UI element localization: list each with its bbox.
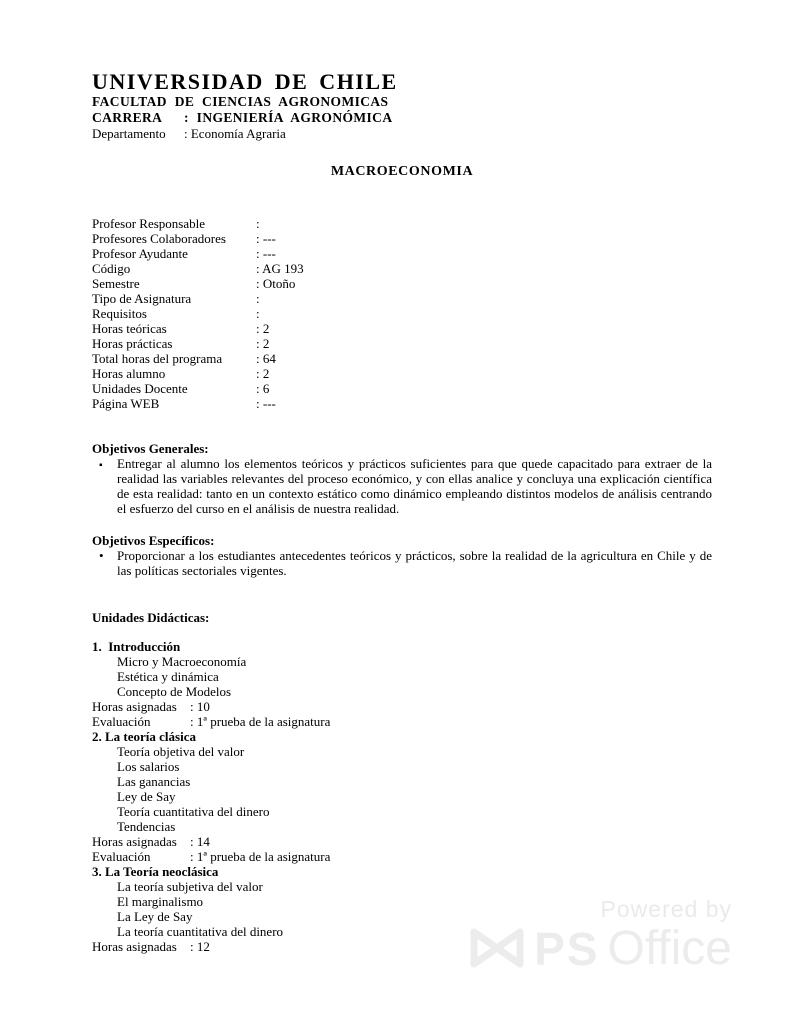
horas-label: Horas asignadas [92,939,177,954]
info-label: Página WEB [92,396,160,411]
letterhead [92,70,712,142]
info-label: Horas prácticas [92,336,173,351]
unidad-item: La teoría cuantitativa del dinero [117,924,284,939]
objetivos-especificos-text: Proporcionar a los estudiantes antecedentes teóricos y prácticos, sobre la realidad de la agricultura en Chile y de las políticas sectoriales vigentes. [117,548,712,578]
powered-by-text: Powered by [600,896,732,922]
objetivos-generales-section [92,441,712,516]
info-row-codigo [92,261,712,276]
unidad-item: La teoría subjetiva del valor [117,879,263,894]
horas-value: : 10 [190,699,210,714]
course-title: MACROECONOMIA [330,164,474,179]
info-label: Profesores Colaboradores [92,231,226,246]
career-line [92,110,712,126]
objetivos-generales-heading: Objetivos Generales: [92,441,209,456]
unidad-item: Estética y dinámica [117,669,219,684]
info-value: : Otoño [256,276,296,291]
unidad-item: El marginalismo [117,894,204,909]
info-row-pagina-web [92,396,712,411]
horas-label: Horas asignadas [92,699,177,714]
info-row-total-horas [92,351,712,366]
horas-asignadas-row [92,699,712,714]
info-value: : 2 [256,321,270,336]
horas-label: Horas asignadas [92,834,177,849]
objetivos-generales-text: Entregar al alumno los elementos teóricos y prácticos suficientes para que quede capacitado para extraer de la realidad las variables relevantes del proceso económico, y con ellas analice y concluya una explicación científica de esta realidad: tanto en un contexto estático como dinámico empleando distintos modelos de análisis centrando el esfuerzo del curso en el análisis de nuestra realidad. [117,456,712,516]
page-content [0,70,800,954]
info-label: Profesor Ayudante [92,246,188,261]
info-label: Total horas del programa [92,351,223,366]
info-row-profesor-responsable [92,216,712,231]
info-row-requisitos [92,306,712,321]
unidad-title: 3. La Teoría neoclásica [92,864,219,879]
info-value: : --- [256,231,276,246]
evaluacion-label: Evaluación [92,714,151,729]
unidad-item: Concepto de Modelos [117,684,232,699]
info-label: Horas teóricas [92,321,167,336]
unidad-item: La Ley de Say [117,909,193,924]
info-label: Horas alumno [92,366,166,381]
info-value: : [256,291,260,306]
info-value: : [256,216,260,231]
info-label: Requisitos [92,306,147,321]
info-value: : 64 [256,351,276,366]
horas-asignadas-row [92,834,712,849]
unidad-2-teoria-clasica [92,729,712,864]
objetivos-generales-bullet [92,456,712,516]
square-bullet-icon [92,456,117,516]
info-value: : [256,306,260,321]
unidad-item: Teoría cuantitativa del dinero [117,804,270,819]
info-label: Unidades Docente [92,381,188,396]
wps-watermark [468,896,732,974]
faculty-name: FACULTAD DE CIENCIAS AGRONOMICAS [92,94,389,109]
unidad-item: Las ganancias [117,774,191,789]
objetivos-especificos-heading: Objetivos Específicos: [92,533,215,548]
info-label: Código [92,261,131,276]
evaluacion-value: : 1ª prueba de la asignatura [190,849,331,864]
unidad-item: Tendencias [117,819,176,834]
info-value: : 2 [256,336,270,351]
info-row-profesores-colaboradores [92,231,712,246]
wps-logo-row [468,924,732,974]
university-name: UNIVERSIDAD DE CHILE [92,69,398,94]
info-label: Semestre [92,276,140,291]
info-row-horas-teoricas [92,321,712,336]
career-label: CARRERA [92,110,163,125]
department-line [92,126,712,142]
unidad-title: 1. Introducción [92,639,181,654]
evaluacion-row [92,849,712,864]
unidad-item: Micro y Macroeconomía [117,654,247,669]
department-label: Departamento [92,126,166,141]
department-value: : Economía Agraria [184,126,286,141]
info-row-profesor-ayudante [92,246,712,261]
info-row-semestre [92,276,712,291]
wps-logo-icon [468,925,526,974]
unidad-1-introduccion [92,639,712,729]
info-row-unidades-docente [92,381,712,396]
unidades-didacticas-heading: Unidades Didácticas: [92,610,210,625]
info-row-horas-practicas [92,336,712,351]
unidad-item: Teoría objetiva del valor [117,744,245,759]
objetivos-especificos-section [92,533,712,578]
info-row-tipo-asignatura [92,291,712,306]
evaluacion-row [92,714,712,729]
info-label: Tipo de Asignatura [92,291,192,306]
info-value: : --- [256,246,276,261]
info-value: : 6 [256,381,270,396]
unidad-item: Los salarios [117,759,180,774]
info-label: Profesor Responsable [92,216,206,231]
info-value: : 2 [256,366,270,381]
info-value: : AG 193 [256,261,304,276]
unidad-item: Ley de Say [117,789,176,804]
horas-value: : 12 [190,939,210,954]
info-value: : --- [256,396,276,411]
wps-brand-text: PS [534,923,600,975]
horas-value: : 14 [190,834,210,849]
career-value: : INGENIERÍA AGRONÓMICA [184,110,393,125]
evaluacion-label: Evaluación [92,849,151,864]
round-bullet-icon [92,548,117,578]
course-info-list [92,216,712,411]
unidad-title: 2. La teoría clásica [92,729,196,744]
evaluacion-value: : 1ª prueba de la asignatura [190,714,331,729]
office-product-text: Office [607,922,732,975]
info-row-horas-alumno [92,366,712,381]
objetivos-especificos-bullet [92,548,712,578]
